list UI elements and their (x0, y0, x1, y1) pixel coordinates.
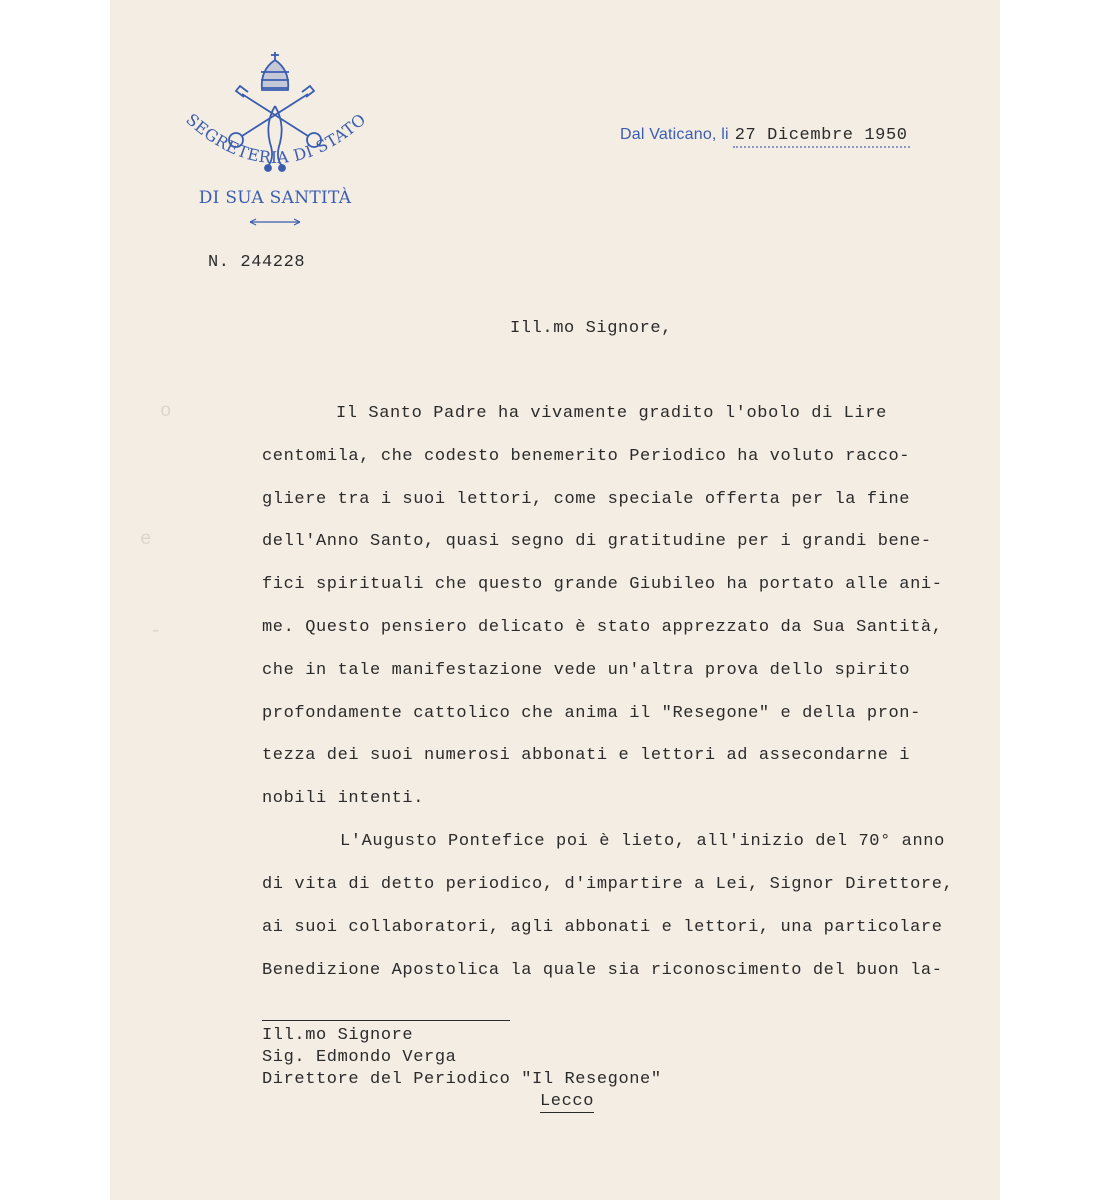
date-line (620, 126, 910, 148)
body-line: tezza dei suoi numerosi abbonati e lettori ad assecondarne i (262, 746, 911, 765)
address-city (540, 1092, 594, 1111)
address-line: Sig. Edmondo Verga (262, 1048, 457, 1067)
papal-emblem-icon (170, 48, 380, 183)
body-line: centomila, che codesto benemerito Periodico ha voluto racco- (262, 447, 911, 466)
address-separator (262, 1020, 510, 1021)
bleed-through-decoration: e (140, 528, 152, 550)
protocol-number: N. 244228 (208, 253, 306, 272)
letterhead (170, 48, 380, 228)
letterhead-line2: DI SUA SANTITÀ (198, 188, 352, 208)
body-line: me. Questo pensiero delicato è stato apprezzato da Sua Santità, (262, 618, 943, 637)
date-place: Dal Vaticano, li (620, 126, 729, 143)
body-line: gliere tra i suoi lettori, come speciale offerta per la fine (262, 490, 911, 509)
address-line: Direttore del Periodico "Il Resegone" (262, 1070, 662, 1089)
date-value: 27 Dicembre 1950 (733, 126, 910, 148)
body-line: che in tale manifestazione vede un'altra prova dello spirito (262, 661, 911, 680)
body-line: dell'Anno Santo, quasi segno di gratitudine per i grandi bene- (262, 532, 932, 551)
body-line: profondamente cattolico che anima il "Resegone" e della pron- (262, 704, 921, 723)
salutation: Ill.mo Signore, (510, 319, 673, 338)
body-line: L'Augusto Pontefice poi è lieto, all'inizio del 70° anno (340, 832, 945, 851)
address-line: Ill.mo Signore (262, 1026, 414, 1045)
body-line: di vita di detto periodico, d'impartire a Lei, Signor Direttore, (262, 875, 954, 894)
body-line: fici spirituali che questo grande Giubileo ha portato alle ani- (262, 575, 943, 594)
body-line: Benedizione Apostolica la quale sia riconoscimento del buon la- (262, 961, 943, 980)
body-line: nobili intenti. (262, 789, 425, 808)
body-line: Il Santo Padre ha vivamente gradito l'obolo di Lire (336, 404, 887, 423)
svg-text:SEGRETERIA DI STATO (182, 110, 369, 168)
letterhead-flourish-icon (170, 216, 380, 228)
bleed-through-decoration: o (160, 400, 172, 422)
letterhead-line1: SEGRETERIA DI STATO (182, 109, 370, 168)
bleed-through-decoration: - (150, 620, 162, 642)
body-line: ai suoi collaboratori, agli abbonati e lettori, una particolare (262, 918, 943, 937)
letter-page (110, 0, 1000, 1200)
address-city-text: Lecco (540, 1092, 595, 1111)
